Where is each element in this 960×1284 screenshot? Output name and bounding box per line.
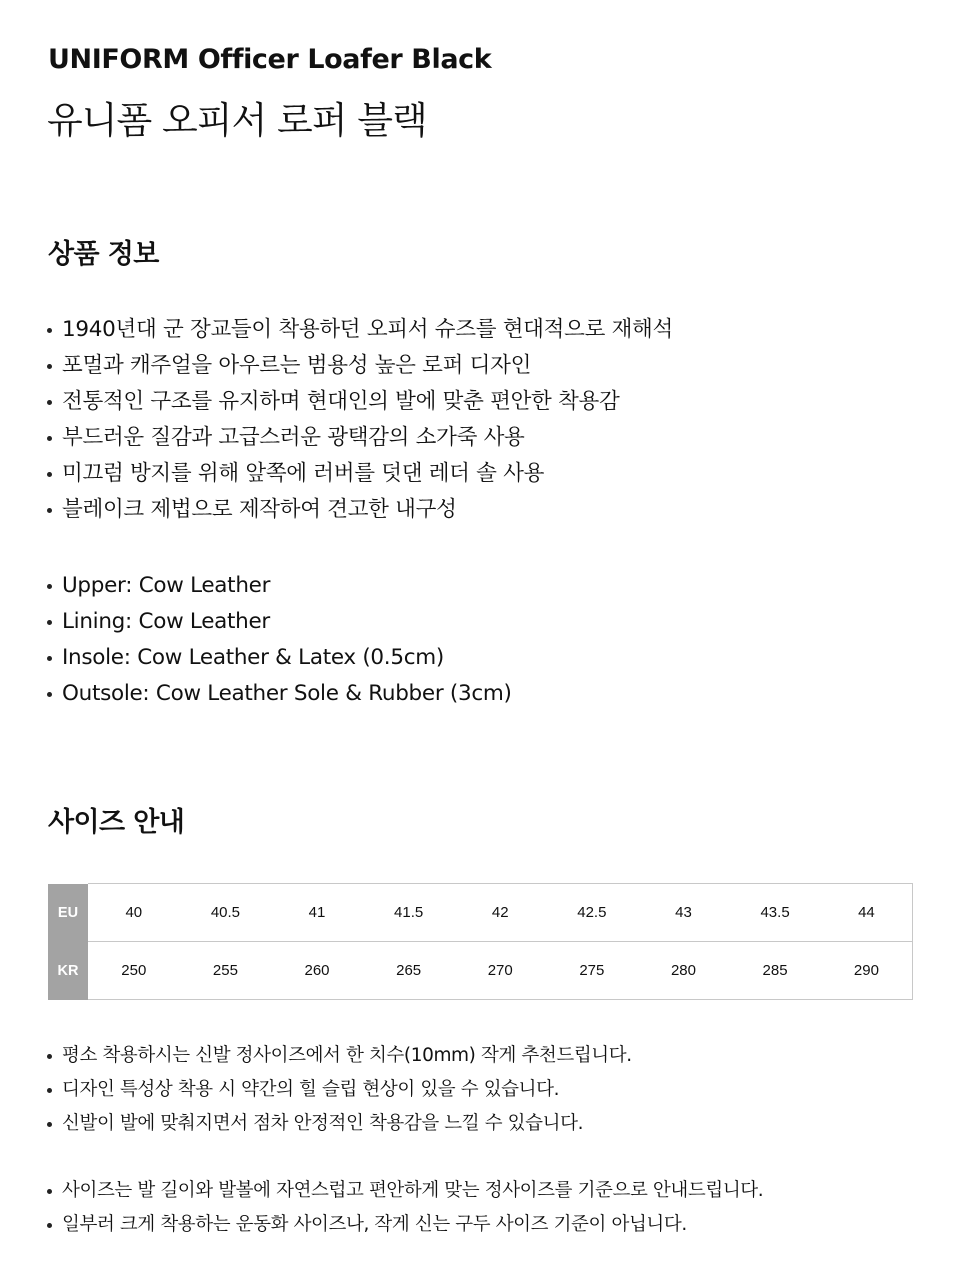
product-description-list: [44, 312, 673, 528]
product-info-heading: 상품 정보: [48, 239, 159, 270]
size-basis-notes-list: [44, 1174, 763, 1242]
product-title-korean: 유니폼 오피서 로퍼 블랙: [47, 99, 427, 142]
size-cell: 43.5: [729, 884, 821, 942]
size-cell: 42: [454, 884, 546, 942]
size-table: [48, 883, 913, 1000]
list-item: Upper: Cow Leather: [44, 568, 512, 604]
materials-list: [44, 568, 512, 712]
list-item: 평소 착용하시는 신발 정사이즈에서 한 치수(10mm) 작게 추천드립니다.: [44, 1039, 632, 1073]
size-cell: 44: [821, 884, 913, 942]
size-cell: 265: [363, 942, 455, 1000]
size-cell: 41.5: [363, 884, 455, 942]
list-item: 일부러 크게 착용하는 운동화 사이즈나, 작게 신는 구두 사이즈 기준이 아닙니다.: [44, 1208, 763, 1242]
list-item: 신발이 발에 맞춰지면서 점차 안정적인 착용감을 느낄 수 있습니다.: [44, 1107, 632, 1141]
size-notes-list: [44, 1039, 632, 1141]
list-item: Lining: Cow Leather: [44, 604, 512, 640]
row-label-kr: KR: [48, 942, 88, 1000]
size-cell: 280: [638, 942, 730, 1000]
list-item: 미끄럼 방지를 위해 앞쪽에 러버를 덧댄 레더 솔 사용: [44, 456, 673, 492]
size-cell: 250: [88, 942, 180, 1000]
list-item: Insole: Cow Leather & Latex (0.5cm): [44, 640, 512, 676]
size-cell: 270: [454, 942, 546, 1000]
size-cell: 42.5: [546, 884, 638, 942]
size-cell: 285: [729, 942, 821, 1000]
size-cell: 41: [271, 884, 363, 942]
table-row-kr: [48, 942, 913, 1000]
size-cell: 260: [271, 942, 363, 1000]
list-item: Outsole: Cow Leather Sole & Rubber (3cm): [44, 676, 512, 712]
list-item: 전통적인 구조를 유지하며 현대인의 발에 맞춘 편안한 착용감: [44, 384, 673, 420]
list-item: 디자인 특성상 착용 시 약간의 힐 슬립 현상이 있을 수 있습니다.: [44, 1073, 632, 1107]
product-title-english: UNIFORM Officer Loafer Black: [48, 44, 492, 75]
row-label-eu: EU: [48, 884, 88, 942]
list-item: 부드러운 질감과 고급스러운 광택감의 소가죽 사용: [44, 420, 673, 456]
size-cell: 43: [638, 884, 730, 942]
list-item: 블레이크 제법으로 제작하여 견고한 내구성: [44, 492, 673, 528]
size-cell: 290: [821, 942, 913, 1000]
list-item: 1940년대 군 장교들이 착용하던 오피서 슈즈를 현대적으로 재해석: [44, 312, 673, 348]
size-cell: 275: [546, 942, 638, 1000]
size-guide-heading: 사이즈 안내: [48, 807, 185, 838]
size-cell: 40.5: [180, 884, 272, 942]
list-item: 포멀과 캐주얼을 아우르는 범용성 높은 로퍼 디자인: [44, 348, 673, 384]
size-cell: 255: [180, 942, 272, 1000]
size-cell: 40: [88, 884, 180, 942]
list-item: 사이즈는 발 길이와 발볼에 자연스럽고 편안하게 맞는 정사이즈를 기준으로 안내드립니다.: [44, 1174, 763, 1208]
table-row-eu: [48, 884, 913, 942]
